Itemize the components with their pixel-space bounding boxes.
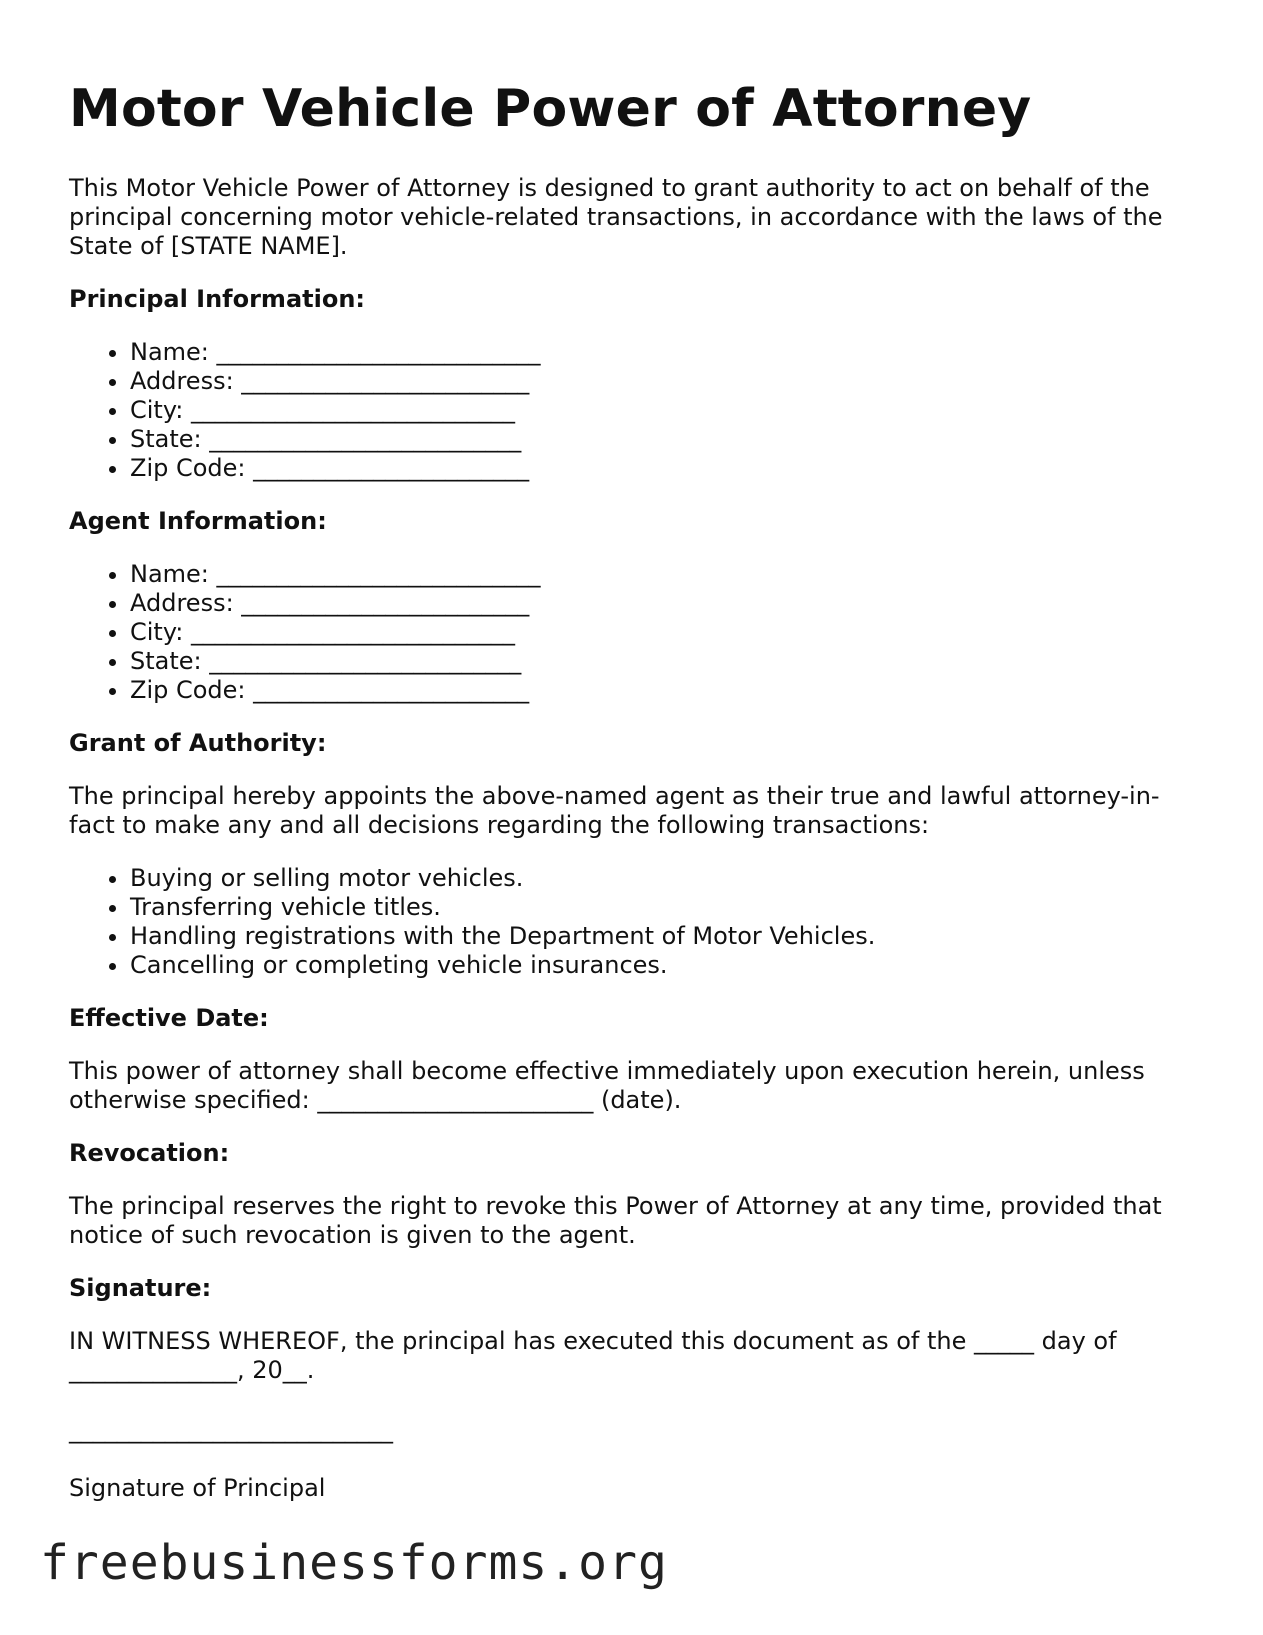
agent-state-field: • State: __________________________ <box>130 647 1199 676</box>
principal-address-field: • Address: ________________________ <box>130 367 1199 396</box>
agent-fields <box>69 560 1199 705</box>
grant-heading: Grant of Authority: <box>69 729 327 758</box>
principal-state-field: • State: __________________________ <box>130 425 1199 454</box>
effective-paragraph: This power of attorney shall become effective immediately upon execution herein, unless otherwise specified: _______________________ (date). <box>69 1057 1145 1115</box>
effective-heading: Effective Date: <box>69 1004 269 1033</box>
document-title: Motor Vehicle Power of Attorney <box>69 79 1032 139</box>
list-item: • Handling registrations with the Department of Motor Vehicles. <box>130 922 1199 951</box>
watermark: freebusinessforms.org <box>40 1535 668 1591</box>
principal-name-field: • Name: ___________________________ <box>130 338 1199 367</box>
signature-label: Signature of Principal <box>69 1474 326 1503</box>
agent-city-field: • City: ___________________________ <box>130 618 1199 647</box>
list-item: • Buying or selling motor vehicles. <box>130 864 1199 893</box>
list-item: • Transferring vehicle titles. <box>130 893 1199 922</box>
intro-paragraph: This Motor Vehicle Power of Attorney is designed to grant authority to act on behalf of the principal concerning motor vehicle-related transactions, in accordance with the laws of the State of [STATE NAME]. <box>69 174 1163 261</box>
agent-heading: Agent Information: <box>69 507 327 536</box>
agent-address-field: • Address: ________________________ <box>130 589 1199 618</box>
revocation-heading: Revocation: <box>69 1139 230 1168</box>
grant-paragraph: The principal hereby appoints the above-named agent as their true and lawful attorney-in-fact to make any and all decisions regarding the following transactions: <box>69 782 1160 840</box>
agent-zip-field: • Zip Code: _______________________ <box>130 676 1199 705</box>
principal-zip-field: • Zip Code: _______________________ <box>130 454 1199 483</box>
signature-paragraph: IN WITNESS WHEREOF, the principal has executed this document as of the _____ day of ______________, 20__. <box>69 1327 1117 1385</box>
principal-city-field: • City: ___________________________ <box>130 396 1199 425</box>
signature-line: ___________________________ <box>69 1416 393 1445</box>
list-item: • Cancelling or completing vehicle insurances. <box>130 951 1199 980</box>
principal-heading: Principal Information: <box>69 285 366 314</box>
grant-list <box>69 864 1199 980</box>
signature-heading: Signature: <box>69 1274 212 1303</box>
agent-name-field: • Name: ___________________________ <box>130 560 1199 589</box>
revocation-paragraph: The principal reserves the right to revoke this Power of Attorney at any time, provided that notice of such revocation is given to the agent. <box>69 1192 1162 1250</box>
principal-fields <box>69 338 1199 483</box>
document-page <box>69 78 1199 1503</box>
